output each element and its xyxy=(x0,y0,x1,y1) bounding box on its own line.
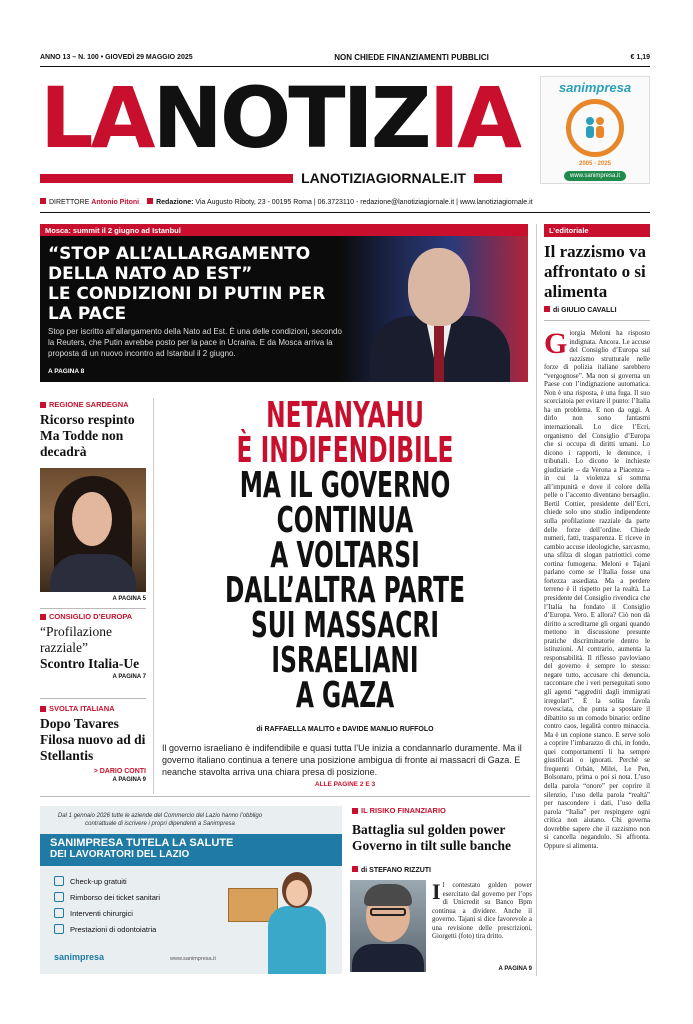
director xyxy=(40,198,139,206)
stellantis-headline[interactable]: Dopo Tavares Filosa nuovo ad di Stellantis xyxy=(40,716,146,763)
checkup-icon xyxy=(54,876,64,886)
bottom-divider xyxy=(40,796,530,797)
left-divider-1 xyxy=(40,608,146,609)
sanimpresa-url[interactable]: www.sanimpresa.it xyxy=(564,171,626,181)
editorial-text: iorgia Meloni ha risposto indignata. Ancora. Le accuse del Consiglio d’Europa sul razzismo strutturale nelle forze di polizia italiane sarebbero “vergognose”. Ma non si governa un Paese con l’indignazione automatica. Non è una risposta, è una fuga. Il suo scorciatoia per evitare il punto: l’Italia ha un problema. E non da oggi. A dirlo non sono fantasmi internazionali. Lo dice l’Ecri, organismo del Consiglio d’Europa che si occupa di diritti umani. Lo dicono i rapporti, le denunce, i tribunali. Lo dicono le inchieste giudiziarie – da Verona a Piacenza – in cui la violenza si somma all’impunità e dove il colore della pelle o l’accento diventano bersaglio. Bertil Cottier, presidente dell’Ecri, chiede solo uno studio indipendente sulla profilazione razziale da parte delle forze dell’ordine. Chiede numeri, fatti, trasparenza. E riceve in cambio accuse ideologiche, sarcasmo, una sfilza di slogan patriottici come cortina fumogena. Meloni e Tajani parlano come se l’Italia fosse una fortezza assediata. Ma a perdere terreno è il rispetto per la realtà. La presidente del Consiglio rivendica che l’Italia ha fondato il Consiglio d’Europa. Vero. E allora? Ciò non dà diritto a screditarne gli organi quando mettono in discussione presunte pratiche discriminatorie dentro le istituzioni. Al contrario, aumenta la responsabilità. Il riflesso pavloviano del governo è sempre lo stesso: negare tutto, accusare chi denuncia, raccontare che i veri perseguitati sono gli agenti “aggrediti dagli immigrati irregolari”. È la solita favola rovesciata, che punta a spostare il dibattito su un comodo binario: ordine contro caos, legalità contro minaccia. Ma è un copione stanco. E serve solo a coprire l’imbarazzo di chi, in fondo, quei comportamenti li ha sempre giustificati o ignorati. Perché se frequenti Orbán, Milei, Le Pen, Bolsonaro, prima o poi si nota. L’uso della parola “onore” per coprire il silenzio, l’uso della parola “realtà” per nascondere i dati, l’uso della parola “Italia” per respingere ogni critica non aiutano. Chi governa dovrebbe sapere che il razzismo non si cancella negandolo. Si affronta. Oppure si alimenta. xyxy=(544,330,650,850)
europa-tag-text: CONSIGLIO D’EUROPA xyxy=(49,612,133,621)
ad-benefits-list xyxy=(54,876,160,940)
europa-story[interactable] xyxy=(40,612,146,680)
editorial-label: L’editoriale xyxy=(544,224,650,237)
putin-page-ref[interactable]: A PAGINA 8 xyxy=(48,368,85,375)
square-icon xyxy=(40,198,46,204)
site-bar-left xyxy=(40,174,293,183)
todde-photo xyxy=(40,468,146,592)
sardegna-tag-text: REGIONE SARDEGNA xyxy=(49,400,129,409)
logo-notiz: NOTIZ xyxy=(152,69,429,167)
tagline: NON CHIEDE FINANZIAMENTI PUBBLICI xyxy=(334,52,489,62)
main-headline-red-1: NETANYAHU xyxy=(266,395,424,436)
europa-tag xyxy=(40,612,146,621)
info-divider xyxy=(40,212,650,213)
ad-person-image xyxy=(268,872,326,974)
ad-band xyxy=(40,834,342,866)
finance-tag xyxy=(352,806,446,815)
sardegna-page-wrap xyxy=(40,594,146,602)
stellantis-tag xyxy=(40,704,146,713)
redazione xyxy=(147,198,533,206)
square-icon xyxy=(40,706,46,712)
site-line xyxy=(40,170,502,186)
logo-ia: IA xyxy=(428,69,519,167)
editorial-dropcap: G xyxy=(544,330,568,360)
finance-dropcap: I xyxy=(432,879,441,904)
surgery-icon xyxy=(54,908,64,918)
price: € 1,19 xyxy=(630,53,650,61)
putin-photo-face xyxy=(408,248,470,326)
main-headline-red-2: È INDIFENDIBILE xyxy=(236,430,454,471)
putin-headline[interactable] xyxy=(48,244,348,324)
photo-hair xyxy=(364,884,412,906)
info-line xyxy=(40,198,650,206)
top-divider xyxy=(40,66,650,67)
square-icon xyxy=(544,306,550,312)
redazione-text: Via Augusto Riboty, 23 - 00195 Roma | 06.3723110 - redazione@lanotiziagiornale.it | www.lanotiziagiornale.it xyxy=(195,199,533,206)
main-page-ref[interactable]: ALLE PAGINE 2 E 3 xyxy=(314,781,376,788)
stellantis-story[interactable] xyxy=(40,704,146,783)
finance-tag-text: IL RISIKO FINANZIARIO xyxy=(361,806,446,815)
photo-body xyxy=(50,554,136,592)
ad-item-text: Rimborso dei ticket sanitari xyxy=(70,892,161,902)
newspaper-logo[interactable] xyxy=(40,69,519,167)
square-icon xyxy=(147,198,153,204)
putin-section-bar: Mosca: summit il 2 giugno ad Istanbul xyxy=(40,224,528,237)
main-headline-black-7: A GAZA xyxy=(295,675,395,716)
editorial-byline xyxy=(544,306,617,314)
sardegna-page[interactable]: A PAGINA 5 xyxy=(112,596,146,602)
top-bar xyxy=(40,50,650,64)
stellantis-tag-text: SVOLTA ITALIANA xyxy=(49,704,115,713)
ad-item-text: Prestazioni di odontoiatria xyxy=(70,924,157,934)
europa-headline-2[interactable]: Scontro Italia-Ue xyxy=(40,656,140,671)
list-item xyxy=(54,924,160,934)
logo-la: LA xyxy=(40,69,153,167)
site-url[interactable]: LANOTIZIAGIORNALE.IT xyxy=(301,170,466,186)
europa-headline-1[interactable]: “Profilazione razziale” xyxy=(40,624,112,655)
ad-url[interactable]: www.sanimpresa.it xyxy=(170,956,216,962)
sardegna-tag xyxy=(40,400,146,409)
editorial-divider xyxy=(544,320,650,321)
square-icon xyxy=(40,402,46,408)
photo-glasses xyxy=(370,908,406,916)
main-headline-black-6: ISRAELIANI xyxy=(271,640,419,681)
sanimpresa-logo-icon xyxy=(566,99,624,157)
person-face xyxy=(286,880,308,906)
finance-body xyxy=(432,879,532,942)
finance-byline-text: di STEFANO RIZZUTI xyxy=(361,867,431,874)
column-rule-left xyxy=(153,398,154,794)
main-headline-black-3: A VOLTARSI xyxy=(270,535,420,576)
list-item xyxy=(54,876,160,886)
tooth-icon xyxy=(54,924,64,934)
square-icon xyxy=(352,808,358,814)
person-body xyxy=(268,906,326,974)
main-headline-black-5: SUI MASSACRI xyxy=(251,605,439,646)
site-bar-right xyxy=(474,174,502,183)
list-item xyxy=(54,892,160,902)
main-headline-black-4: DALL’ALTRA PARTE xyxy=(224,570,466,611)
list-item xyxy=(54,908,160,918)
putin-headline-3: LE CONDIZIONI DI PUTIN PER LA PACE xyxy=(48,284,326,324)
finance-page[interactable]: A PAGINA 9 xyxy=(498,966,532,972)
ticket-icon xyxy=(54,892,64,902)
ad-item-text: Interventi chirurgici xyxy=(70,908,133,918)
main-headline-black-1: MA IL GOVERNO xyxy=(239,465,451,506)
photo-body xyxy=(352,944,424,972)
editorial-byline-text: di GIULIO CAVALLI xyxy=(553,307,617,314)
sardegna-story[interactable] xyxy=(40,400,146,460)
sardegna-headline[interactable]: Ricorso respinto Ma Todde non decadrà xyxy=(40,412,135,459)
redazione-label: Redazione: xyxy=(156,199,194,206)
main-headline-black-2: CONTINUA xyxy=(276,500,414,541)
director-name: Antonio Pitoni xyxy=(91,199,140,206)
ad-top-text: Dal 1 gennaio 2026 tutte le aziende del Commercio del Lazio hanno l’obbligo contrattuale di iscrivere i propri dipendenti a Sanimpresa xyxy=(57,813,263,827)
square-icon xyxy=(40,614,46,620)
putin-lead: Stop per iscritto all’allargamento della Nato ad Est. È una delle condizioni, secondo la Reuters, che Putin avrebbe posto per la pace in Ucraina. E da Mosca arriva la proposta di un nuovo incontro ad Istanbul il 2 giugno. xyxy=(48,327,342,358)
putin-headline-2: DELLA NATO AD EST” xyxy=(48,264,253,284)
giorgetti-photo xyxy=(350,880,426,972)
putin-story[interactable] xyxy=(40,236,528,382)
editorial-title[interactable]: Il razzismo va affrontato o si alimenta xyxy=(544,242,646,301)
ad-line-2: DEI LAVORATORI DEL LAZIO xyxy=(50,849,190,860)
main-byline: di RAFFAELLA MALITO e DAVIDE MANLIO RUFFOLO xyxy=(256,726,434,733)
photo-face xyxy=(72,492,112,546)
square-icon xyxy=(352,866,358,872)
stellantis-page[interactable]: A PAGINA 9 xyxy=(112,777,146,783)
sanimpresa-title: sanimpresa xyxy=(558,79,632,95)
stellantis-byline: > DARIO CONTI xyxy=(93,768,146,775)
editorial-body xyxy=(544,330,650,975)
putin-headline-1: “STOP ALL’ALLARGAMENTO xyxy=(48,244,311,264)
director-label: DIRETTORE xyxy=(49,199,90,206)
column-rule-right xyxy=(536,224,537,976)
ad-line-1: SANIMPRESA TUTELA LA SALUTE xyxy=(50,837,234,849)
main-lead: Il governo israeliano è indifendibile e quasi tutta l’Ue inizia a condannarlo duramente. Ma il governo italiano continua a tenere una posizione ambigua di fronte ai massacri di Gaza. E neanche stavolta arriva una chiara presa di posizione. xyxy=(162,743,522,777)
sanimpresa-ad-box[interactable] xyxy=(540,76,650,184)
finance-text: l contestato golden power esercitato dal governo per l’ops di Unicredit su Banco Bpm continua a dividere. Anche il governo. Tajani si dice favorevole a una revisione delle prescrizioni, Giorgetti (foto) tira dritto. xyxy=(432,882,532,940)
finance-headline[interactable]: Battaglia sul golden power Governo in tilt sulle banche xyxy=(352,822,512,853)
left-divider-2 xyxy=(40,698,146,699)
ad-item-text: Check-up gratuiti xyxy=(70,876,127,886)
putin-photo-tie xyxy=(434,326,444,382)
finance-byline xyxy=(352,866,431,874)
issue-info: ANNO 13 – N. 100 • GIOVEDÌ 29 MAGGIO 2025 xyxy=(40,53,193,61)
sanimpresa-lazio-ad[interactable] xyxy=(40,806,342,974)
europa-page[interactable]: A PAGINA 7 xyxy=(112,674,146,680)
sanimpresa-years: 2005 - 2025 xyxy=(578,160,612,167)
main-headline[interactable] xyxy=(160,395,530,716)
ad-logo: sanimpresa xyxy=(54,952,105,962)
masthead[interactable] xyxy=(40,69,519,172)
